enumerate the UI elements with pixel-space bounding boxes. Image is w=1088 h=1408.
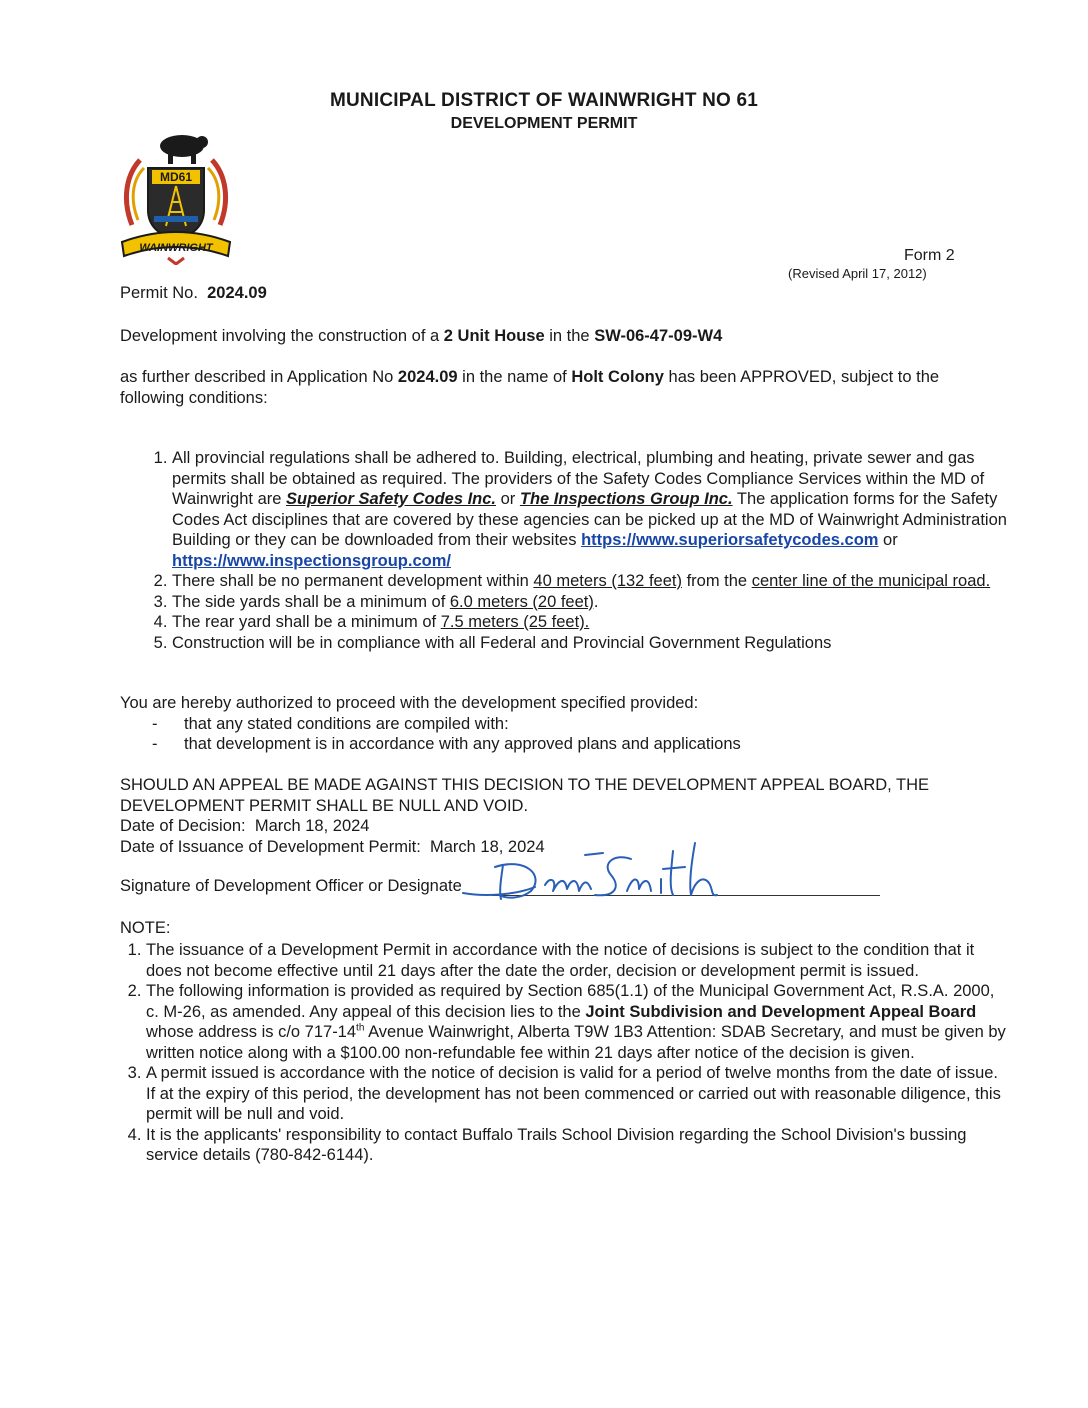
development-location: SW-06-47-09-W4 [594,327,723,345]
authorization-item: - that development is in accordance with any approved plans and applications [120,734,980,755]
note-heading: NOTE: [120,919,171,937]
application-prefix: as further described in Application No [120,368,394,386]
appeal-board-name: Joint Subdivision and Development Appeal Board [585,1002,977,1021]
logo-text-top: MD61 [159,170,193,184]
form-revised: (Revised April 17, 2012) [788,266,927,281]
condition-1-text: All provincial regulations shall be adhered to. Building, electrical, plumbing and heating, private sewer and gas permits shall be obtained as required. The providers of the Safety Codes Compliance Services within the MD of Wainwright are [172,449,985,508]
condition-4-text: The rear yard shall be a minimum of [172,613,437,631]
condition-1-or-2: or [883,531,898,549]
note-3: 3. A permit issued is accordance with the notice of decision is valid for a period of twelve months from the date of issue. If at the expiry of this period, the development has not been commenced or carried out with reasonable diligence, this permit will be null and void. [146,1063,1008,1125]
condition-3-text: The side yards shall be a minimum of [172,592,446,611]
signature-label: Signature of Development Officer or Designate [120,877,462,895]
condition-2-mid: from the [686,572,748,590]
document-title: MUNICIPAL DISTRICT OF WAINWRIGHT NO 61 [329,90,759,111]
condition-1-text-2: The application forms for the Safety Codes Act disciplines that are covered by these agencies can be picked up at the MD of Wainwright Administration Building or they can be downloaded from their websites [172,490,1007,549]
appeal-warning: SHOULD AN APPEAL BE MADE AGAINST THIS DECISION TO THE DEVELOPMENT APPEAL BOARD, THE DEVELOPMENT PERMIT SHALL BE NULL AND VOID. [120,776,930,815]
development-type: 2 Unit House [443,327,545,345]
link-superior-safety-codes[interactable]: https://www.superiorsafetycodes.com [581,531,879,549]
permit-label: Permit No. [120,284,198,302]
note-1: 1. The issuance of a Development Permit in accordance with the notice of decisions is subject to the condition that it does not become effective until 21 days after the date the order, decision or development permit is issued. [146,940,1008,981]
conditions-list [146,448,1008,653]
condition-1-or: or [500,490,516,508]
condition-3-end: . [593,592,599,611]
decision-date-label: Date of Decision: [120,817,246,835]
development-prefix: Development involving the construction of a [120,327,440,345]
note-2-text: The following information is provided as required by Section 685(1.1) of the Municipal Government Act, R.S.A. 2000, c. M-26, as amended. Any appeal of this decision lies to the [146,982,995,1021]
permit-number [120,284,267,303]
condition-5-text: Construction will be in compliance with all Federal and Provincial Government Regulations [172,633,832,652]
development-mid: in the [549,327,590,345]
application-number: 2024.09 [397,368,458,386]
note-2-superscript: th [356,1022,365,1034]
application-description [120,367,980,408]
authorization-list [120,714,980,755]
condition-2 [172,571,1008,592]
agency-inspections-group: The Inspections Group Inc. [519,490,733,508]
condition-2-text: There shall be no permanent development within [172,572,529,590]
form-label: Form 2 [904,247,955,264]
note-2-text-2: Avenue Wainwright, Alberta T9W 1B3 Attention: SDAB Secretary, and must be given by written notice along with a $100.00 non-refundable fee within 21 days after notice of the decision is given. [146,1023,1006,1062]
handwritten-signature [455,835,735,907]
condition-3 [172,592,1008,613]
decision-date: March 18, 2024 [254,817,370,835]
development-description [120,326,722,347]
md-crest-logo [118,130,234,265]
note-2 [146,981,1008,1063]
condition-1 [172,448,1008,571]
notes-list [120,940,1008,1166]
condition-4 [172,612,1008,633]
agency-superior: Superior Safety Codes Inc. [286,490,497,508]
note-4: 4. It is the applicants' responsibility to contact Buffalo Trails School Division regarding the School Division's bussing service details (780-842-6144). [146,1125,1008,1166]
logo-text-banner: WAINWRIGHT [139,242,213,254]
condition-5 [172,633,1008,654]
application-mid: in the name of [462,368,567,386]
condition-4-distance: 7.5 meters (25 feet). [440,613,590,631]
authorization-section [120,693,980,755]
condition-2-reference: center line of the municipal road. [751,572,991,590]
authorization-intro: You are hereby authorized to proceed with the development specified provided: [120,694,699,712]
application-suffix: has been APPROVED, subject to the following conditions: [120,368,940,407]
decision-date-line [120,816,1000,837]
document-subtitle: DEVELOPMENT PERMIT [450,115,638,132]
authorization-item: - that any stated conditions are compiled with: [120,714,980,735]
link-inspections-group[interactable]: https://www.inspectionsgroup.com/ [172,551,451,570]
note-2-address: whose address is c/o 717-14 [146,1023,357,1041]
permit-number-value: 2024.09 [207,284,267,302]
issuance-date: March 18, 2024 [429,837,545,856]
condition-3-distance: 6.0 meters (20 feet) [449,592,594,611]
applicant-name: Holt Colony [571,368,664,386]
issuance-date-label: Date of Issuance of Development Permit: [120,837,421,856]
condition-2-distance: 40 meters (132 feet) [533,572,682,590]
